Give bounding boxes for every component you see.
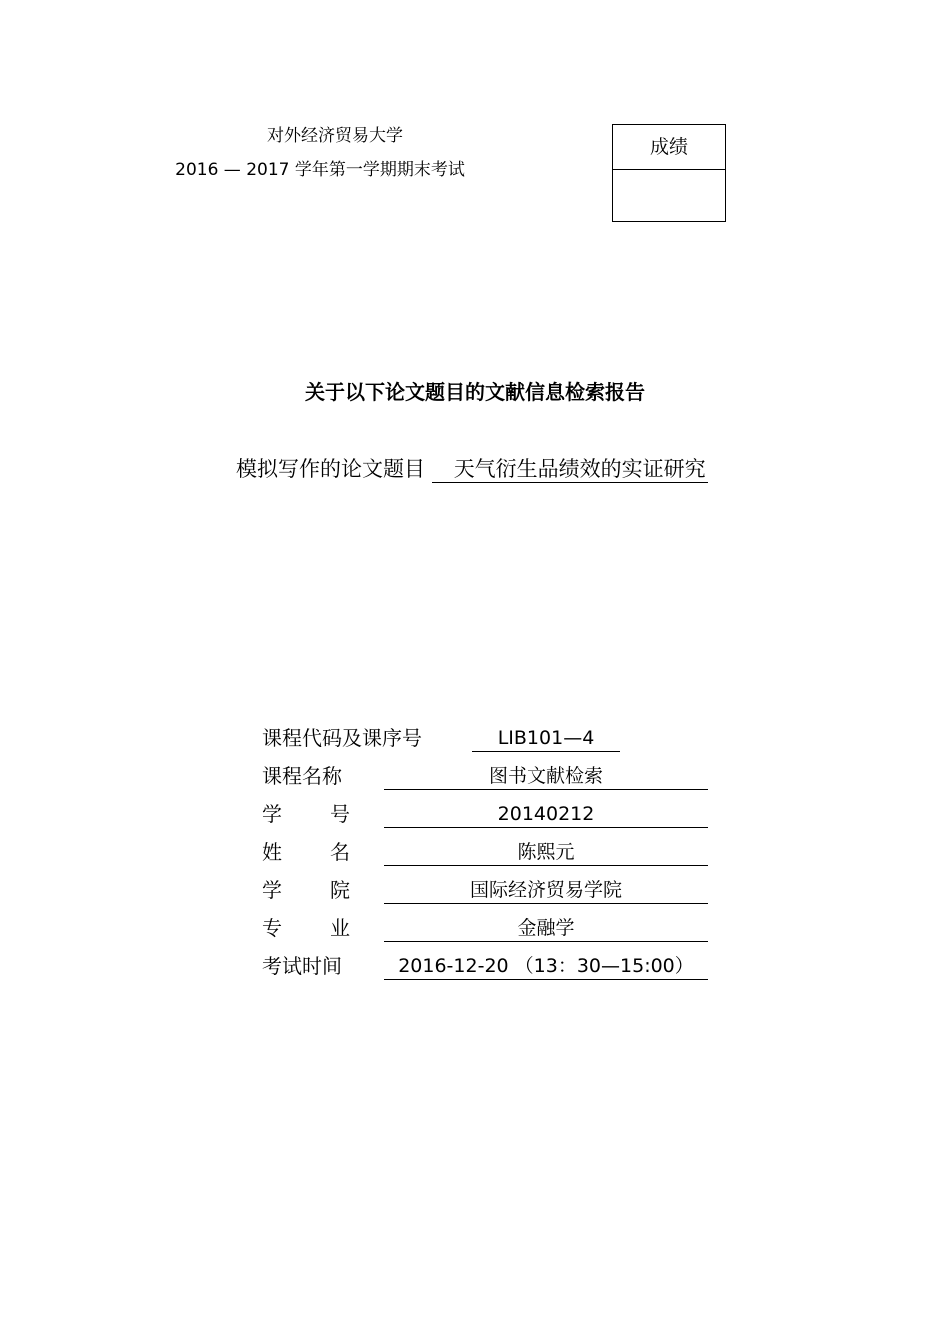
thesis-topic-label: 模拟写作的论文题目 <box>236 457 425 481</box>
student-id-label-char: 学 <box>262 802 282 826</box>
student-id-label <box>262 800 350 828</box>
score-box <box>612 124 726 222</box>
college-label-char: 院 <box>330 878 350 902</box>
report-title: 关于以下论文题目的文献信息检索报告 <box>305 380 645 404</box>
course-name-row <box>262 762 722 792</box>
student-id-value: 20140212 <box>384 800 708 828</box>
course-code-value: LIB101—4 <box>472 724 620 752</box>
course-code-label: 课程代码及课序号 <box>262 726 422 750</box>
score-label: 成绩 <box>613 125 725 170</box>
course-code-row <box>262 724 722 754</box>
exam-time-value: 2016-12-20 （13：30—15:00） <box>384 952 708 980</box>
university-name: 对外经济贸易大学 <box>267 126 403 146</box>
college-row <box>262 876 722 906</box>
exam-time-label: 考试时间 <box>262 954 342 978</box>
college-value: 国际经济贸易学院 <box>384 876 708 904</box>
score-value-cell <box>613 170 725 221</box>
major-label <box>262 914 350 942</box>
student-name-label <box>262 838 350 866</box>
course-name-label: 课程名称 <box>262 764 342 788</box>
student-name-row <box>262 838 722 868</box>
student-name-label-char: 名 <box>330 840 350 864</box>
major-value: 金融学 <box>384 914 708 942</box>
college-label <box>262 876 350 904</box>
course-name-value: 图书文献检索 <box>384 762 708 790</box>
student-name-value: 陈熙元 <box>384 838 708 866</box>
major-label-char: 业 <box>330 916 350 940</box>
student-id-row <box>262 800 722 830</box>
major-row <box>262 914 722 944</box>
thesis-topic-value: 天气衍生品绩效的实证研究 <box>432 456 708 483</box>
exam-time-row <box>262 952 722 982</box>
student-name-label-char: 姓 <box>262 840 282 864</box>
major-label-char: 专 <box>262 916 282 940</box>
semester-line: 2016 — 2017 学年第一学期期末考试 <box>175 160 465 180</box>
college-label-char: 学 <box>262 878 282 902</box>
thesis-topic-row <box>236 454 708 484</box>
student-id-label-char: 号 <box>330 802 350 826</box>
